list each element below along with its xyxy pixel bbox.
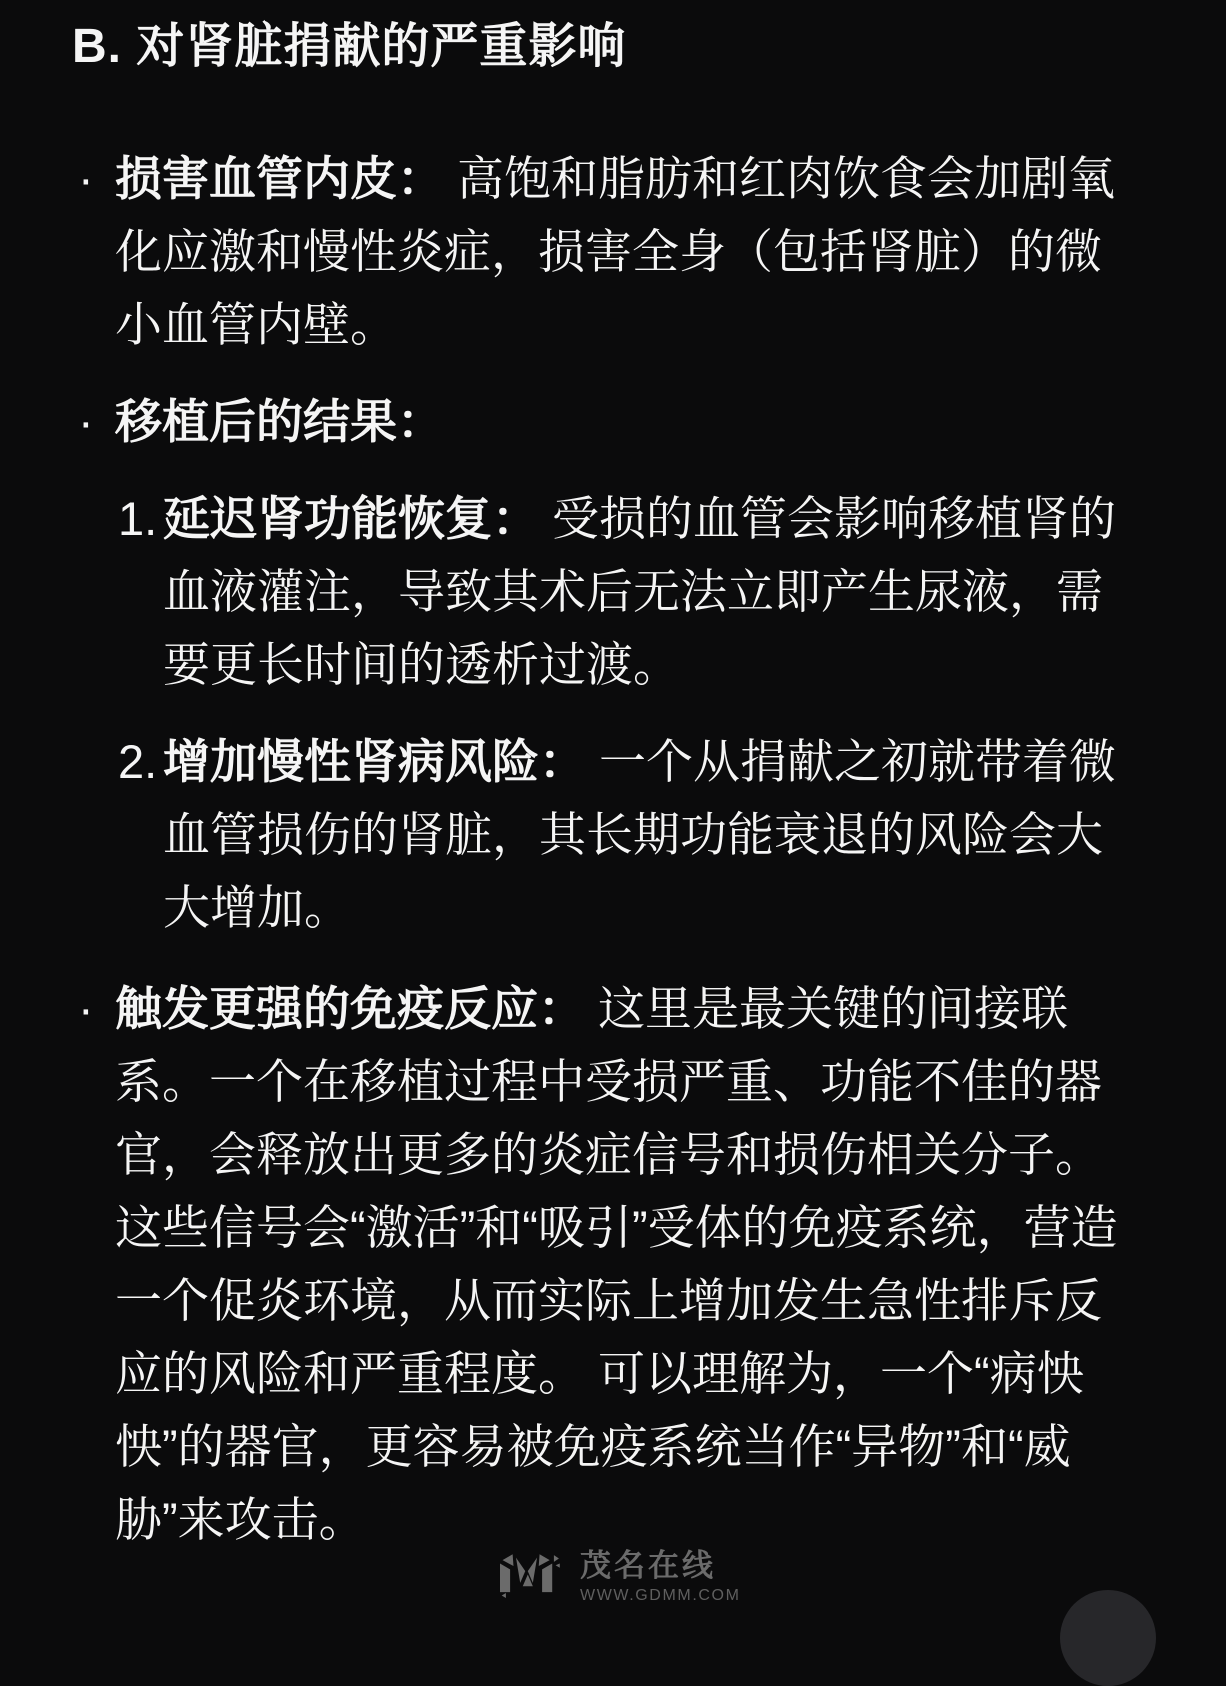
bullet-list <box>72 142 1120 1556</box>
numbered-item-delayed-function <box>118 482 1120 701</box>
section-heading: B. 对肾脏捐献的严重影响 <box>72 20 627 73</box>
numbered-body: 一个从捐献之初就带着微血管损伤的肾脏，其长期功能衰退的风险会大大增加。 <box>163 735 1117 934</box>
bullet-text <box>115 385 1120 944</box>
bullet-body: 高饱和脂肪和红肉饮食会加剧氧化应激和慢性炎症，损害全身（包括肾脏）的微小血管内壁。 <box>115 152 1116 351</box>
numbered-lead: 延迟肾功能恢复： <box>163 492 539 545</box>
scroll-to-bottom-button[interactable] <box>1060 1590 1156 1686</box>
numbered-text <box>163 482 1120 701</box>
bullet-lead: 触发更强的免疫反应： <box>115 982 585 1035</box>
bullet-marker: · <box>78 395 94 448</box>
bullet-lead: 损害血管内皮： <box>115 152 444 205</box>
watermark-site-name: 茂名在线 <box>580 1548 716 1583</box>
watermark-text <box>580 1549 741 1605</box>
bullet-lead-line <box>115 385 1120 458</box>
bullet-text <box>115 142 1120 361</box>
numbered-item-ckd-risk <box>118 725 1120 944</box>
item-number: 1. <box>118 492 158 545</box>
bullet-item-vascular-damage <box>72 142 1120 361</box>
watermark-site-url: WWW.GDMM.COM <box>580 1587 741 1605</box>
bullet-item-immune-response <box>72 972 1120 1556</box>
bullet-body: 这里是最关键的间接联系。一个在移植过程中受损严重、功能不佳的器官，会释放出更多的炎症信号和损伤相关分子。这些信号会“激活”和“吸引”受体的免疫系统，营造一个促炎环境，从而实际上增加发生急性排斥反应的风险和严重程度。 可以理解为，一个“病怏怏”的器官，更容易被免疫系统当作“异物”和“威胁”来攻击。 <box>115 982 1118 1546</box>
message-body <box>72 16 1120 1556</box>
numbered-text <box>163 725 1120 944</box>
site-watermark <box>500 1549 741 1605</box>
bullet-marker: · <box>78 152 94 205</box>
bullet-text <box>115 972 1120 1556</box>
numbered-body: 受损的血管会影响移植肾的血液灌注，导致其术后无法立即产生尿液，需要更长时间的透析过渡。 <box>163 492 1117 691</box>
bullet-marker: · <box>78 982 94 1035</box>
numbered-list <box>118 482 1120 944</box>
item-number: 2. <box>118 735 158 788</box>
bullet-item-transplant-results <box>72 385 1120 944</box>
numbered-lead: 增加慢性肾病风险： <box>163 735 586 788</box>
bullet-lead: 移植后的结果： <box>115 395 444 448</box>
gdmm-logo-icon <box>500 1552 564 1602</box>
